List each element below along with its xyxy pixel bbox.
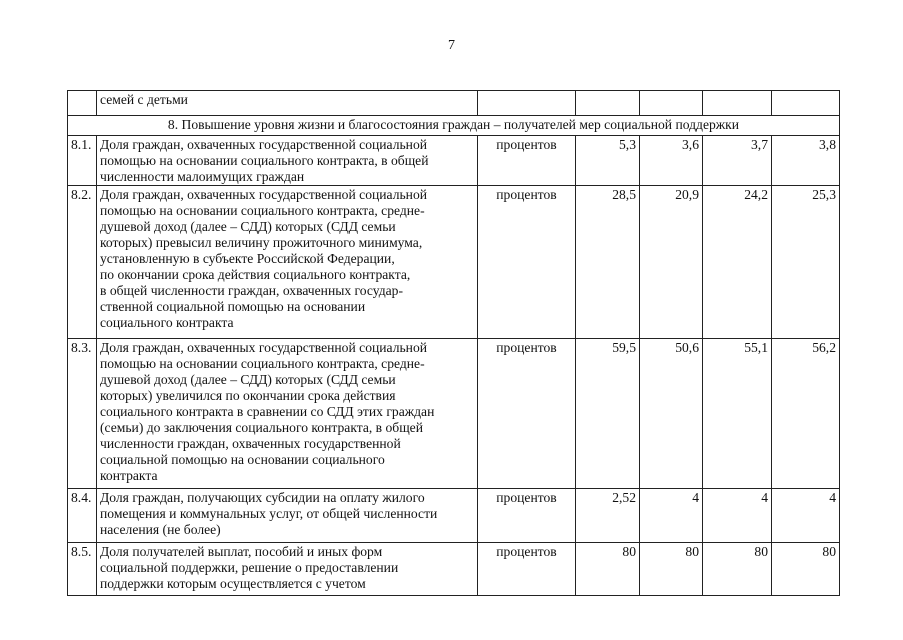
row-number [68,91,97,116]
row-value-4: 25,3 [772,186,840,339]
row-value-2: 3,6 [640,136,703,186]
row-value-3: 80 [703,543,772,596]
row-description: Доля получателей выплат, пособий и иных форм социальной поддержки, решение о предоставлении поддержки которым осуществляется с учетом [97,543,478,596]
row-value-4 [772,91,840,116]
row-value-1: 80 [576,543,640,596]
row-unit: процентов [478,543,576,596]
row-value-4: 56,2 [772,339,840,489]
table-row [68,489,840,543]
row-unit [478,91,576,116]
table-row [68,186,840,339]
row-value-3 [703,91,772,116]
row-unit: процентов [478,186,576,339]
row-value-3: 55,1 [703,339,772,489]
row-number: 8.4. [68,489,97,543]
row-value-1: 5,3 [576,136,640,186]
row-value-2: 4 [640,489,703,543]
row-value-3: 3,7 [703,136,772,186]
table-row-continuation [68,91,840,116]
row-value-1: 28,5 [576,186,640,339]
page-number: 7 [448,38,455,53]
row-value-2 [640,91,703,116]
row-value-1 [576,91,640,116]
row-value-2: 80 [640,543,703,596]
table-row [68,339,840,489]
indicators-table [67,90,840,596]
row-description: семей с детьми [97,91,478,116]
row-description: Доля граждан, охваченных государственной социальной помощью на основании социального контракта, в общей численности малоимущих граждан [97,136,478,186]
row-value-1: 2,52 [576,489,640,543]
row-value-4: 4 [772,489,840,543]
row-description: Доля граждан, получающих субсидии на оплату жилого помещения и коммунальных услуг, от общей численности населения (не более) [97,489,478,543]
table-row [68,543,840,596]
row-number: 8.1. [68,136,97,186]
row-value-3: 24,2 [703,186,772,339]
row-number: 8.3. [68,339,97,489]
row-unit: процентов [478,339,576,489]
row-value-4: 80 [772,543,840,596]
row-value-2: 20,9 [640,186,703,339]
row-number: 8.5. [68,543,97,596]
section-title: 8. Повышение уровня жизни и благосостояния граждан – получателей мер социальной поддержки [68,116,840,136]
row-value-1: 59,5 [576,339,640,489]
row-value-4: 3,8 [772,136,840,186]
row-unit: процентов [478,136,576,186]
row-number: 8.2. [68,186,97,339]
row-description: Доля граждан, охваченных государственной социальной помощью на основании социального контракта, средне- душевой доход (далее – СДД) которых (СДД семьи которых) превысил величину прожиточного минимума, установленную в субъекте Российской Федерации, по окончании срока действия социального контракта, в общей численности граждан, охваченных государ- ственной социальной помощью на основании социального контракта [97,186,478,339]
row-unit: процентов [478,489,576,543]
section-header-row [68,116,840,136]
table-row [68,136,840,186]
row-value-3: 4 [703,489,772,543]
row-value-2: 50,6 [640,339,703,489]
row-description: Доля граждан, охваченных государственной социальной помощью на основании социального контракта, средне- душевой доход (далее – СДД) которых (СДД семьи которых) увеличился по окончании срока действия социального контракта в сравнении со СДД этих граждан (семьи) до заключения социального контракта, в общей численности граждан, охваченных государственной социальной помощью на основании социального контракта [97,339,478,489]
